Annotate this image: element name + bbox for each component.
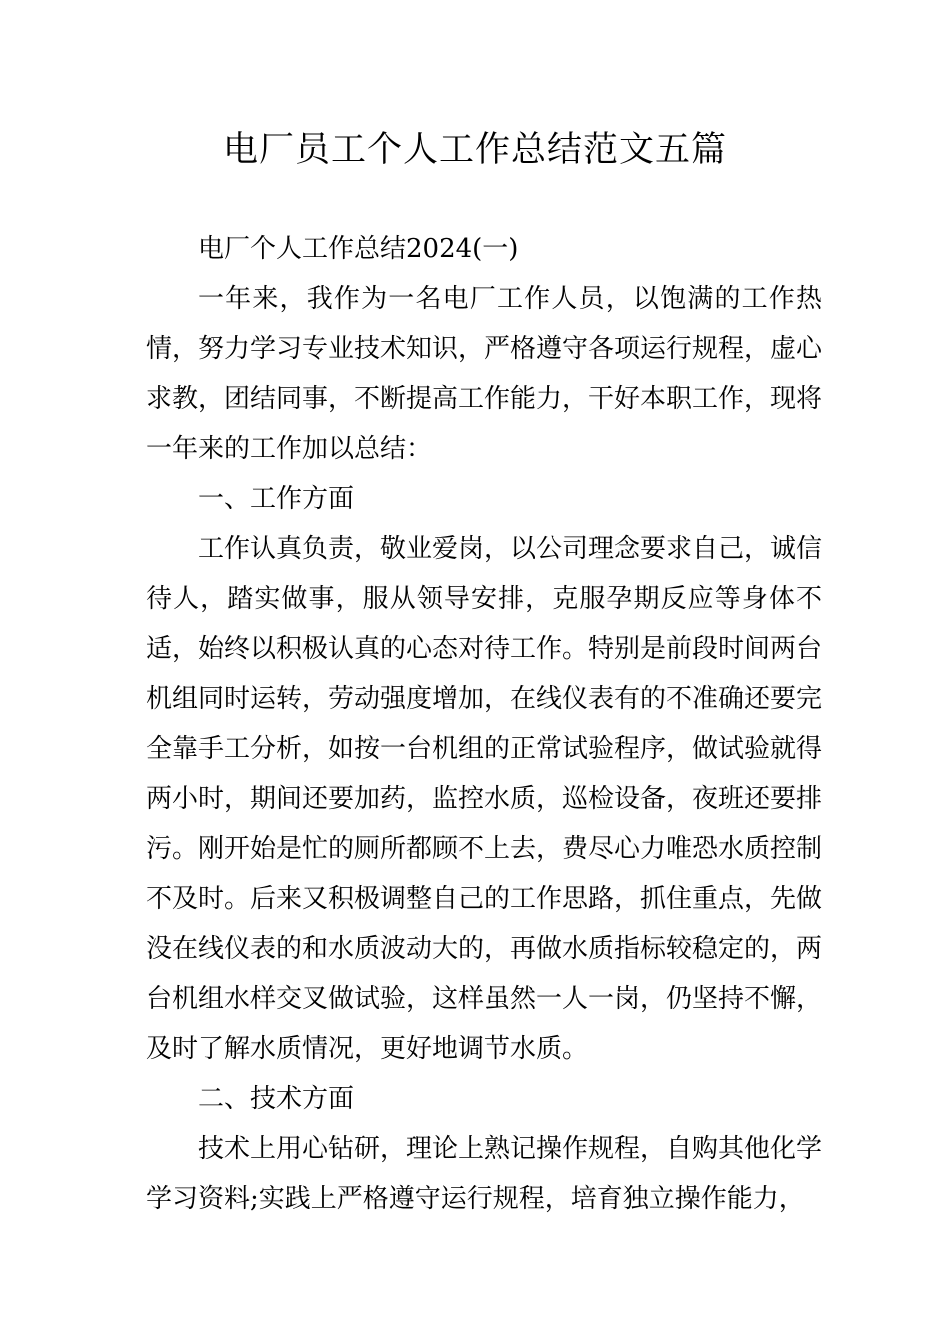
document-body: [146, 224, 822, 1224]
section-heading-technical: 二、技术方面: [198, 1084, 355, 1114]
section-heading-sub-title: 电厂个人工作总结2024(一): [198, 234, 519, 264]
paragraph-intro: 一年来，我作为一名电厂工作人员，以饱满的工作热情，努力学习专业技术知识，严格遵守各项运行规程，虚心求教，团结同事，不断提高工作能力，干好本职工作，现将一年来的工作加以总结：: [146, 284, 823, 464]
section-heading-work: 一、工作方面: [198, 484, 355, 514]
document-title: 电厂员工个人工作总结范文五篇: [222, 130, 727, 170]
paragraph-work: 工作认真负责，敬业爱岗，以公司理念要求自己，诚信待人，踏实做事，服从领导安排，克服孕期反应等身体不适，始终以积极认真的心态对待工作。特别是前段时间两台机组同时运转，劳动强度增加，在线仪表有的不准确还要完全靠手工分析，如按一台机组的正常试验程序，做试验就得两小时，期间还要加药，监控水质，巡检设备，夜班还要排污。刚开始是忙的厕所都顾不上去，费尽心力唯恐水质控制不及时。后来又积极调整自己的工作思路，抓住重点，先做没在线仪表的和水质波动大的，再做水质指标较稳定的，两台机组水样交叉做试验，这样虽然一人一岗，仍坚持不懈，及时了解水质情况，更好地调节水质。: [146, 534, 823, 1064]
paragraph-technical: 技术上用心钻研，理论上熟记操作规程，自购其他化学学习资料;实践上严格遵守运行规程，培育独立操作能力，: [146, 1134, 823, 1214]
